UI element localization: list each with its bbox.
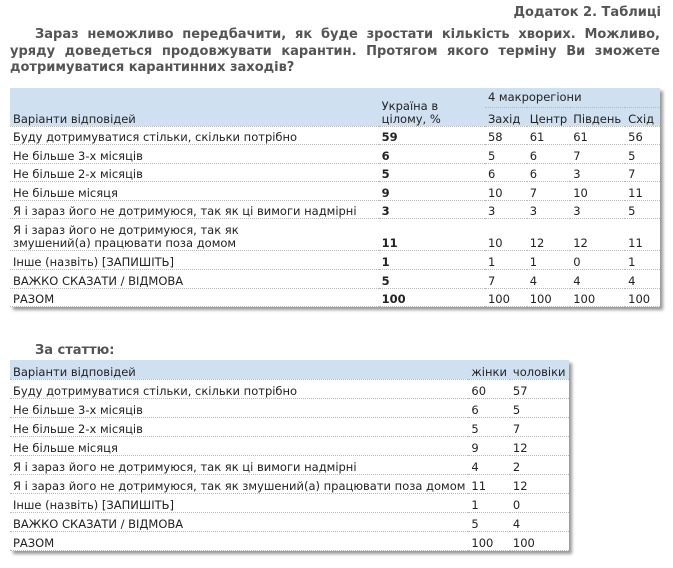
cell-region: 11 xyxy=(625,219,660,251)
cell-ukraine: 59 xyxy=(379,126,485,145)
cell-women: 4 xyxy=(468,455,510,474)
cell-region: 7 xyxy=(485,270,527,289)
row-label: Буду дотримуватися стільки, скільки потрібно xyxy=(10,126,379,145)
header-region: Центр xyxy=(527,107,571,126)
header-ukraine: Україна в цілому, % xyxy=(379,88,485,126)
cell-men: 2 xyxy=(510,455,569,474)
table-by-gender xyxy=(10,360,569,551)
row-label: Я і зараз його не дотримуюся, так як змушений(а) працювати поза домом xyxy=(10,219,379,251)
cell-ukraine: 9 xyxy=(379,182,485,201)
table-row xyxy=(10,200,660,219)
cell-ukraine: 3 xyxy=(379,200,485,219)
cell-region: 0 xyxy=(570,251,625,270)
table-row xyxy=(10,379,569,398)
table-row xyxy=(10,474,569,493)
cell-region: 3 xyxy=(527,200,571,219)
cell-region: 1 xyxy=(527,251,571,270)
cell-region: 5 xyxy=(625,200,660,219)
cell-men: 12 xyxy=(510,436,569,455)
cell-region: 12 xyxy=(570,219,625,251)
cell-region: 10 xyxy=(485,182,527,201)
row-label: Не більше 3-х місяців xyxy=(10,398,468,417)
table-row xyxy=(10,455,569,474)
cell-region: 4 xyxy=(527,270,571,289)
table-row xyxy=(10,251,660,270)
cell-region: 3 xyxy=(570,200,625,219)
row-label: РАЗОМ xyxy=(10,288,379,307)
cell-men: 5 xyxy=(510,398,569,417)
cell-women: 9 xyxy=(468,436,510,455)
cell-region: 100 xyxy=(570,288,625,307)
cell-region: 6 xyxy=(527,163,571,182)
table-row xyxy=(10,145,660,164)
cell-region: 6 xyxy=(485,163,527,182)
cell-region: 7 xyxy=(625,163,660,182)
cell-men: 100 xyxy=(510,531,569,550)
table-row xyxy=(10,398,569,417)
table-row xyxy=(10,270,660,289)
cell-ukraine: 5 xyxy=(379,163,485,182)
table-row xyxy=(10,493,569,512)
cell-region: 12 xyxy=(527,219,571,251)
cell-ukraine: 11 xyxy=(379,219,485,251)
cell-region: 5 xyxy=(485,145,527,164)
cell-region: 100 xyxy=(527,288,571,307)
cell-region: 11 xyxy=(625,182,660,201)
row-label: ВАЖКО СКАЗАТИ / ВІДМОВА xyxy=(10,270,379,289)
table-row xyxy=(10,126,660,145)
cell-region: 100 xyxy=(625,288,660,307)
header-answers: Варіанти відповідей xyxy=(10,88,379,126)
cell-region: 4 xyxy=(625,270,660,289)
cell-region: 7 xyxy=(527,182,571,201)
row-label: Буду дотримуватися стільки, скільки потрібно xyxy=(10,379,468,398)
row-label: ВАЖКО СКАЗАТИ / ВІДМОВА xyxy=(10,512,468,531)
cell-women: 1 xyxy=(468,493,510,512)
cell-ukraine: 5 xyxy=(379,270,485,289)
cell-men: 12 xyxy=(510,474,569,493)
cell-region: 1 xyxy=(485,251,527,270)
header-region: Південь xyxy=(570,107,625,126)
cell-women: 60 xyxy=(468,379,510,398)
survey-question: Зараз неможливо передбачити, як буде зростати кількість хворих. Можливо, уряду доведеться продовжувати карантин. Протягом якого терміну Ви зможете дотримуватися карантинних заходів? xyxy=(10,27,660,75)
cell-women: 100 xyxy=(468,531,510,550)
header-region: Захід xyxy=(485,107,527,126)
cell-ukraine: 1 xyxy=(379,251,485,270)
table-row xyxy=(10,182,660,201)
cell-region: 1 xyxy=(625,251,660,270)
row-label: Не більше 2-х місяців xyxy=(10,163,379,182)
cell-region: 3 xyxy=(570,163,625,182)
table-row xyxy=(10,417,569,436)
row-label: Не більше 2-х місяців xyxy=(10,417,468,436)
row-label: Не більше місяця xyxy=(10,436,468,455)
cell-region: 61 xyxy=(570,126,625,145)
row-label: Інше (назвіть) [ЗАПИШІТЬ] xyxy=(10,493,468,512)
row-label: Я і зараз його не дотримуюся, так як ці вимоги надмірні xyxy=(10,200,379,219)
cell-men: 4 xyxy=(510,512,569,531)
table-row xyxy=(10,436,569,455)
row-label: Інше (назвіть) [ЗАПИШІТЬ] xyxy=(10,251,379,270)
cell-region: 10 xyxy=(570,182,625,201)
row-label: Не більше 3-х місяців xyxy=(10,145,379,164)
header-region: Схід xyxy=(625,107,660,126)
row-label: Я і зараз його не дотримуюся, так як ці вимоги надмірні xyxy=(10,455,468,474)
header-men: чоловіки xyxy=(510,360,569,379)
cell-men: 0 xyxy=(510,493,569,512)
table-row xyxy=(10,219,660,251)
cell-region: 3 xyxy=(485,200,527,219)
cell-women: 5 xyxy=(468,512,510,531)
cell-women: 6 xyxy=(468,398,510,417)
table-row xyxy=(10,512,569,531)
table-by-region xyxy=(10,88,660,307)
cell-region: 4 xyxy=(570,270,625,289)
cell-region: 6 xyxy=(527,145,571,164)
table-header-row xyxy=(10,88,660,107)
cell-women: 5 xyxy=(468,417,510,436)
table-row xyxy=(10,163,660,182)
cell-ukraine: 100 xyxy=(379,288,485,307)
header-women: жінки xyxy=(468,360,510,379)
header-macroregions: 4 макрорегіони xyxy=(485,88,660,107)
table-header-row xyxy=(10,360,569,379)
cell-ukraine: 6 xyxy=(379,145,485,164)
row-label: Не більше місяця xyxy=(10,182,379,201)
section-title-gender: За статтю: xyxy=(35,343,115,358)
cell-region: 61 xyxy=(527,126,571,145)
cell-region: 58 xyxy=(485,126,527,145)
cell-men: 57 xyxy=(510,379,569,398)
cell-region: 7 xyxy=(570,145,625,164)
cell-men: 7 xyxy=(510,417,569,436)
cell-region: 100 xyxy=(485,288,527,307)
row-label: РАЗОМ xyxy=(10,531,468,550)
table-row xyxy=(10,531,569,550)
header-answers: Варіанти відповідей xyxy=(10,360,468,379)
table-row xyxy=(10,288,660,307)
cell-region: 56 xyxy=(625,126,660,145)
cell-region: 5 xyxy=(625,145,660,164)
appendix-title: Додаток 2. Таблиці xyxy=(513,5,661,20)
cell-women: 11 xyxy=(468,474,510,493)
cell-region: 10 xyxy=(485,219,527,251)
row-label: Я і зараз його не дотримуюся, так як змушений(а) працювати поза домом xyxy=(10,474,468,493)
